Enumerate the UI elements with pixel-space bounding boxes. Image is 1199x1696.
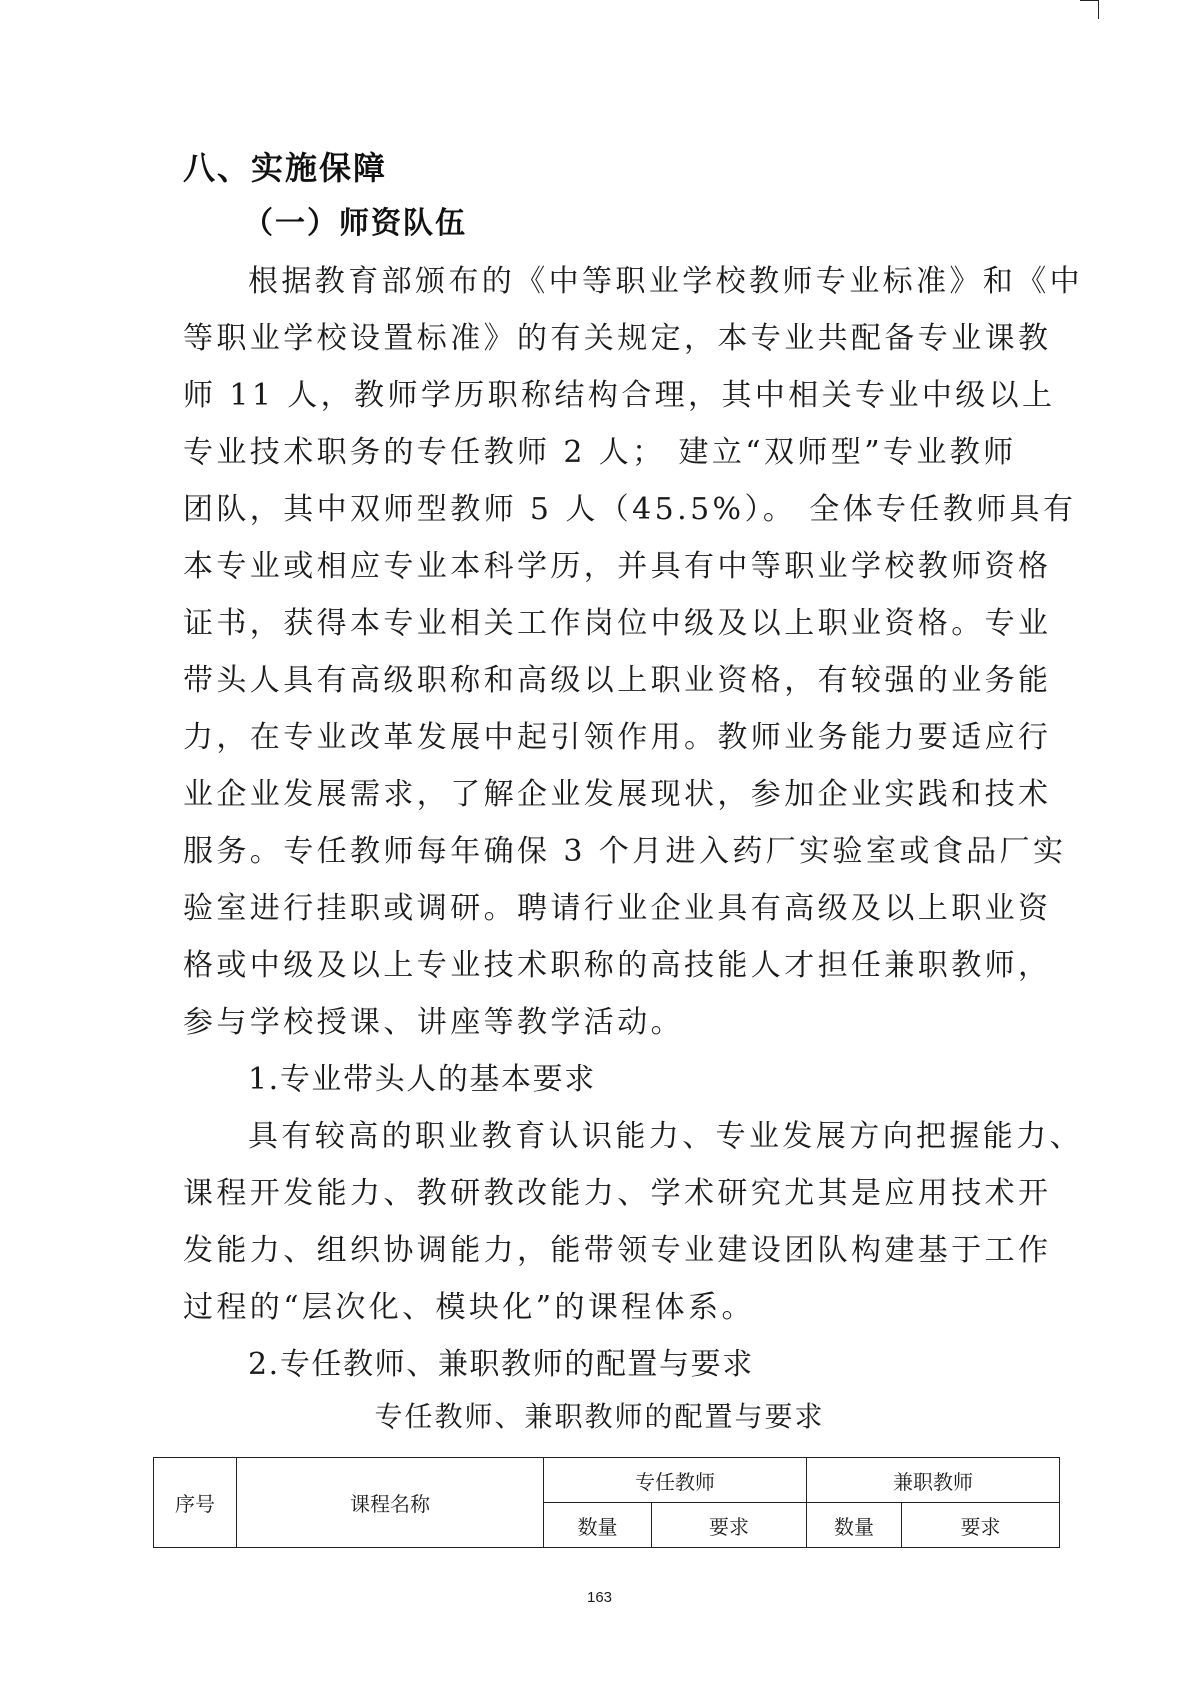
text-line: 验室进行挂职或调研。聘请行业企业具有高级及以上职业资 — [183, 891, 1052, 926]
numbered-subheading: 1.专业带头人的基本要求 — [248, 1062, 596, 1097]
header-fulltime-count: 数量 — [544, 1503, 652, 1548]
staff-configuration-table — [153, 1457, 1060, 1548]
text-line: 课程开发能力、教研教改能力、学术研究尤其是应用技术开 — [183, 1176, 1052, 1211]
text-line: 专业技术职务的专任教师 2 人； 建立“双师型”专业教师 — [183, 435, 1017, 470]
text-line: 根据教育部颁布的《中等职业学校教师专业标准》和《中 — [248, 264, 1083, 299]
text-line: 等职业学校设置标准》的有关规定，本专业共配备专业课教 — [183, 321, 1052, 356]
text-line: 发能力、组织协调能力，能带领专业建设团队构建基于工作 — [183, 1233, 1052, 1268]
text-line: 具有较高的职业教育认识能力、专业发展方向把握能力、 — [248, 1119, 1083, 1154]
text-line: 服务。专任教师每年确保 3 个月进入药厂实验室或食品厂实 — [183, 834, 1067, 869]
header-parttime-count: 数量 — [807, 1503, 902, 1548]
text-line: 过程的“层次化、模块化”的课程体系。 — [183, 1290, 755, 1325]
text-line: 格或中级及以上专业技术职称的高技能人才担任兼职教师， — [183, 948, 1052, 983]
subsection-heading: （一）师资队伍 — [243, 206, 467, 241]
text-line: 团队，其中双师型教师 5 人（45.5%）。 全体专任教师具有 — [183, 492, 1077, 527]
text-line: 证书，获得本专业相关工作岗位中级及以上职业资格。专业 — [183, 606, 1052, 641]
header-seq: 序号 — [154, 1458, 237, 1548]
header-fulltime-teachers: 专任教师 — [544, 1458, 807, 1503]
table-caption: 专任教师、兼职教师的配置与要求 — [374, 1400, 825, 1433]
body-text — [183, 253, 1083, 1393]
text-line: 师 11 人，教师学历职称结构合理，其中相关专业中级以上 — [183, 378, 1056, 413]
table-header-row — [154, 1458, 1060, 1503]
header-course-name: 课程名称 — [237, 1458, 544, 1548]
numbered-subheading: 2.专任教师、兼职教师的配置与要求 — [248, 1347, 754, 1382]
text-line: 本专业或相应专业本科学历，并具有中等职业学校教师资格 — [183, 549, 1052, 584]
header-fulltime-requirement: 要求 — [652, 1503, 807, 1548]
header-parttime-teachers: 兼职教师 — [807, 1458, 1060, 1503]
text-line: 带头人具有高级职称和高级以上职业资格，有较强的业务能 — [183, 663, 1052, 698]
section-heading: 八、实施保障 — [183, 149, 388, 187]
header-parttime-requirement: 要求 — [902, 1503, 1060, 1548]
text-line: 业企业发展需求，了解企业发展现状，参加企业实践和技术 — [183, 777, 1052, 812]
page-number: 163 — [586, 1589, 613, 1606]
corner-crop-mark — [1080, 0, 1099, 19]
text-line: 力，在专业改革发展中起引领作用。教师业务能力要适应行 — [183, 720, 1052, 755]
text-line: 参与学校授课、讲座等教学活动。 — [183, 1005, 684, 1040]
